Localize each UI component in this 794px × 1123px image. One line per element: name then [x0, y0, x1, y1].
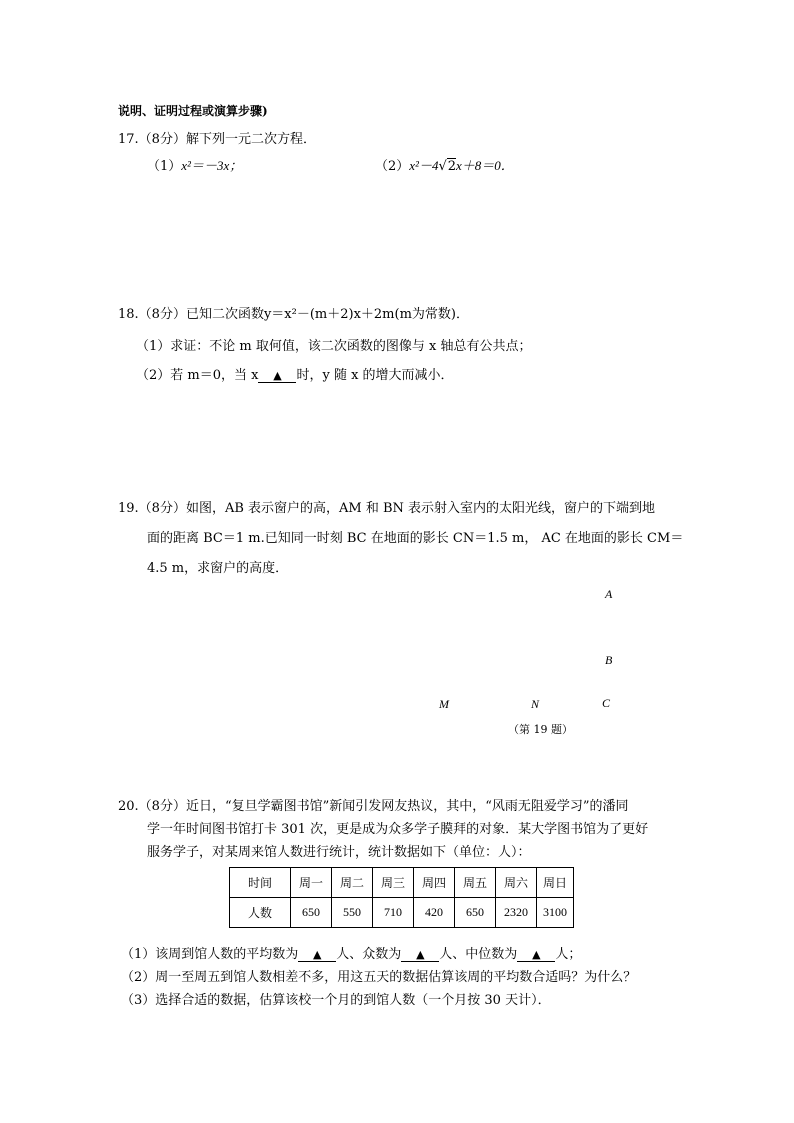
q20-blank-mean: ▲ — [298, 948, 336, 962]
sqrt-sign: √ — [438, 159, 447, 174]
q20-part1-a: （1）该周到馆人数的平均数为 — [121, 947, 299, 962]
q20-line3: 服务学子，对某周来馆人数进行统计，统计数据如下（单位：人）： — [147, 845, 531, 860]
figure-label-c: C — [602, 696, 611, 710]
table-cell: 420 — [414, 898, 455, 928]
q17-part1-label: （1） — [147, 159, 182, 174]
q20-part2: （2）周一至周五到馆人数相差不多，用这五天的数据估算该周的平均数合适吗？为什么？ — [121, 970, 637, 985]
q17-part2-eq-before: x²－4 — [409, 158, 439, 173]
q20-blank-median: ▲ — [517, 948, 555, 962]
q17-stem: 17.（8分）解下列一元二次方程． — [118, 132, 316, 147]
table-header-cell: 周一 — [291, 868, 332, 898]
q18-stem: 18.（8分）已知二次函数y＝x²－(m＋2)x＋2m(m为常数)． — [118, 307, 469, 322]
table-cell: 3100 — [537, 898, 574, 928]
table-header-cell: 周四 — [414, 868, 455, 898]
q20-blank-mode: ▲ — [401, 948, 439, 962]
q19-line1: 19.（8分）如图，AB 表示窗户的高，AM 和 BN 表示射入室内的太阳光线，窗户的下端到地 — [118, 501, 656, 516]
figure-label-a: A — [605, 587, 613, 601]
table-header-row — [230, 868, 574, 898]
table-row-label: 人数 — [230, 898, 291, 928]
q20-line1: 20.（8分）近日，“复旦学霸图书馆”新闻引发网友热议，其中，“风雨无阻爱学习”的潘同 — [118, 799, 629, 814]
q19-line2: 面的距离 BC＝1 m.已知同一时刻 BC 在地面的影长 CN＝1.5 m， AC 在地面的影长 CM＝ — [147, 531, 684, 546]
q17-part1 — [147, 155, 242, 174]
section-instruction: 说明、证明过程或演算步骤) — [118, 104, 268, 118]
table-cell: 550 — [332, 898, 373, 928]
table-cell: 650 — [455, 898, 496, 928]
q18-part2 — [136, 364, 454, 383]
q18-part1: （1）求证：不论 m 取何值，该二次函数的图像与 x 轴总有公共点； — [136, 339, 532, 354]
table-header-cell: 时间 — [230, 868, 291, 898]
table-header-cell: 周六 — [496, 868, 537, 898]
q20-part1-b: 人、众数为 — [336, 947, 402, 962]
figure-caption: （第 19 题） — [508, 723, 573, 736]
table-header-cell: 周五 — [455, 868, 496, 898]
table-header-cell: 周三 — [373, 868, 414, 898]
table-cell: 650 — [291, 898, 332, 928]
q18-part2-before: （2）若 m＝0，当 x — [136, 368, 259, 383]
q19-line3: 4.5 m，求窗户的高度． — [147, 561, 289, 576]
sqrt-radicand: 2 — [447, 159, 457, 174]
figure-label-m: M — [439, 697, 449, 711]
table-row — [230, 898, 574, 928]
table-header-cell: 周二 — [332, 868, 373, 898]
q17-part1-equation: x²＝－3x； — [181, 158, 243, 173]
q20-line2: 学一年时间图书馆打卡 301 次，更是成为众多学子膜拜的对象．某大学图书馆为了更好 — [147, 822, 649, 837]
table-cell: 710 — [373, 898, 414, 928]
q20-part1 — [121, 943, 581, 962]
figure-label-n: N — [531, 697, 540, 711]
table-cell: 2320 — [496, 898, 537, 928]
q20-part3: （3）选择合适的数据，估算该校一个月的到馆人数（一个月按 30 天计）． — [121, 993, 551, 1008]
q20-part1-d: 人； — [555, 947, 582, 962]
figure-label-b: B — [605, 653, 613, 667]
q18-part2-after: 时，y 随 x 的增大而减小． — [296, 368, 454, 383]
q20-part1-c: 人、中位数为 — [439, 947, 518, 962]
q17-part2 — [375, 155, 514, 174]
table-header-cell: 周日 — [537, 868, 574, 898]
visitor-count-table — [229, 867, 574, 928]
q17-part2-label: （2） — [375, 159, 410, 174]
q18-answer-blank: ▲ — [258, 369, 296, 383]
q17-part2-eq-after: x＋8＝0． — [456, 158, 514, 173]
